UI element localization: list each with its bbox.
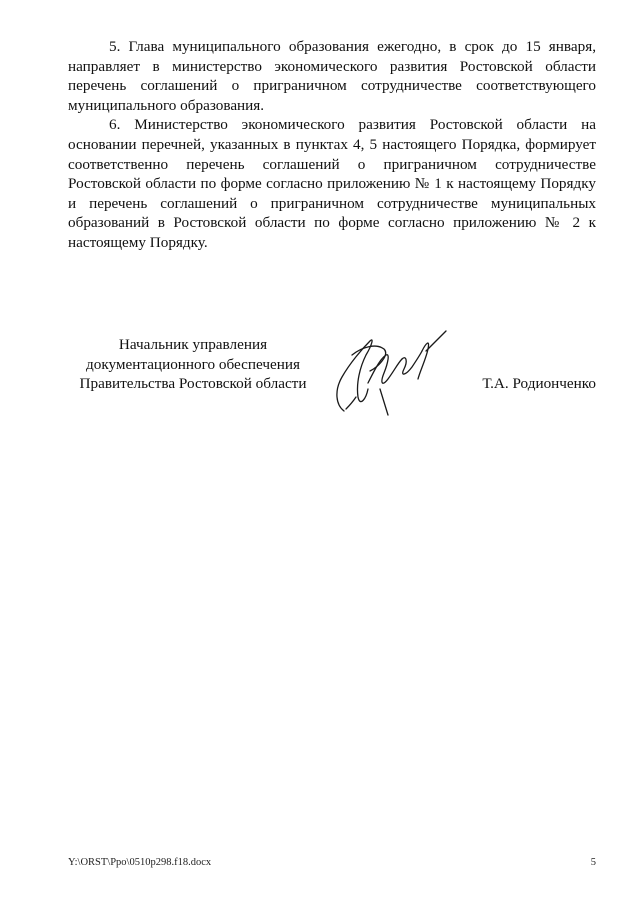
signatory-title-line-2: документационного обеспечения	[86, 355, 300, 373]
paragraph-5: 5. Глава муниципального образования ежегодно, в срок до 15 января, направляет в министерство экономического развития Ростовской области перечень соглашений о приграничном сотрудничестве соответствующего муниципального образования.	[68, 38, 596, 114]
signature-block	[0, 335, 640, 415]
signatory-title	[68, 335, 318, 394]
footer-file-path: Y:\ORST\Ppo\0510p298.f18.docx	[68, 857, 212, 868]
signatory-name: Т.А. Родионченко	[482, 375, 596, 392]
document-body	[68, 37, 596, 253]
paragraph-6: 6. Министерство экономического развития Ростовской области на основании перечней, указанных в пунктах 4, 5 настоящего Порядка, формирует соответственно перечень соглашений о приграничном сотрудничестве Ростовской области по форме согласно приложению № 1 к настоящему Порядку и перечень соглашений о приграничном сотрудничестве муниципальных образований в Ростовской области по форме согласно приложению № 2 к настоящему Порядку.	[68, 116, 596, 251]
signatory-title-line-3: Правительства Ростовской области	[79, 375, 307, 393]
handwritten-signature	[322, 325, 452, 425]
page-number: 5	[590, 857, 596, 868]
signatory-title-line-1: Начальник управления	[118, 336, 268, 353]
